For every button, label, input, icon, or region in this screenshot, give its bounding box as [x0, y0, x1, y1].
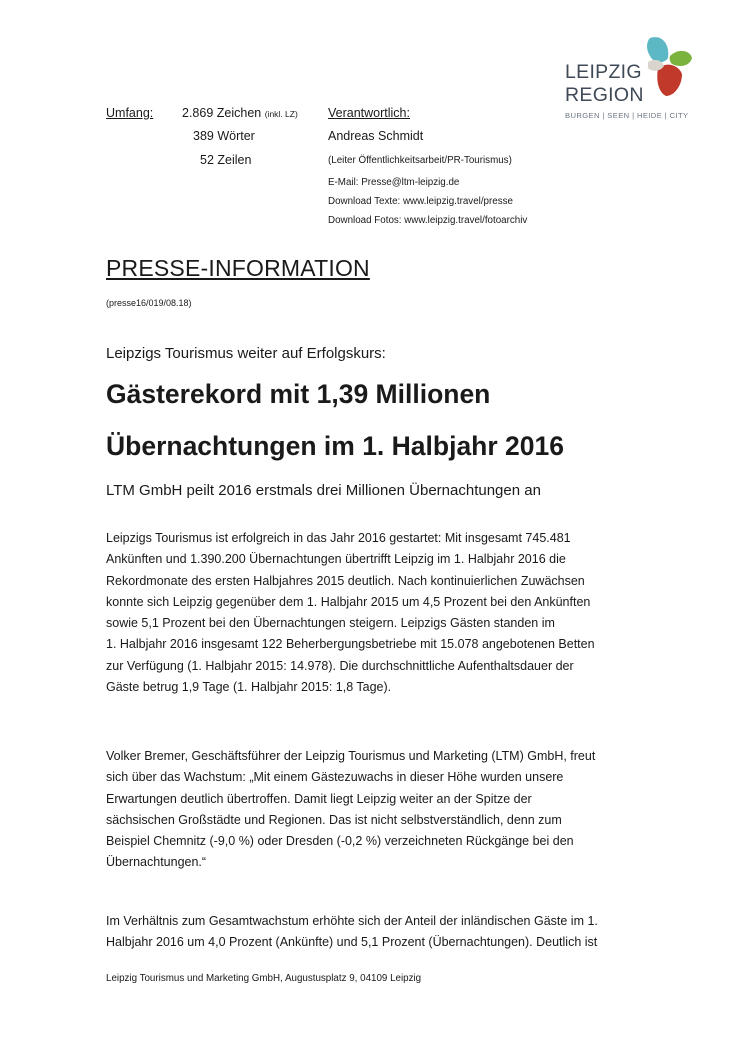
text-line: sowie 5,1 Prozent bei den Übernachtungen steigern. Leipzigs Gästen standen im: [106, 616, 555, 631]
text-line: Gäste betrug 1,9 Tage (1. Halbjahr 2015: 1,8 Tage).: [106, 680, 392, 695]
reference-number: (presse16/019/08.18): [106, 298, 192, 308]
contact-email[interactable]: E-Mail: Presse@ltm-leipzig.de: [328, 177, 460, 188]
download-fotos[interactable]: Download Fotos: www.leipzig.travel/fotoarchiv: [328, 215, 528, 226]
zeichen-note: (inkl. LZ): [264, 109, 298, 119]
woerter-count: 389 Wörter: [193, 129, 255, 143]
download-texte[interactable]: Download Texte: www.leipzig.travel/presse: [328, 196, 513, 207]
text-line: Rekordmonate des ersten Halbjahres 2015 deutlich. Nach kontinuierlichen Zuwächsen: [106, 573, 585, 588]
leipzig-region-logo: [562, 34, 697, 126]
contact-name: Andreas Schmidt: [328, 129, 424, 143]
verantwortlich-label: Verantwortlich:: [328, 106, 410, 120]
text-line: Übernachtungen.“: [106, 855, 207, 870]
text-line: sächsischen Großstädte und Regionen. Das ist nicht selbstverständlich, denn zum: [106, 812, 562, 827]
headline-line-2: Übernachtungen im 1. Halbjahr 2016: [106, 431, 564, 461]
contact-role: (Leiter Öffentlichkeitsarbeit/PR-Tourismus): [328, 155, 512, 166]
subheadline: LTM GmbH peilt 2016 erstmals drei Millionen Übernachtungen an: [106, 482, 541, 499]
headline-line-1: Gästerekord mit 1,39 Millionen: [106, 379, 491, 409]
footer-address: Leipzig Tourismus und Marketing GmbH, Augustusplatz 9, 04109 Leipzig: [106, 973, 422, 984]
page-title: PRESSE-INFORMATION: [106, 255, 370, 281]
text-line: zur Verfügung (1. Halbjahr 2015: 14.978). Die durchschnittliche Aufenthaltsdauer der: [106, 658, 574, 673]
kicker: Leipzigs Tourismus weiter auf Erfolgskurs:: [106, 345, 386, 362]
umfang-label: Umfang:: [106, 106, 154, 120]
paragraph-1: [106, 528, 666, 698]
text-line: Im Verhältnis zum Gesamtwachstum erhöhte sich der Anteil der inländischen Gäste im 1.: [106, 914, 598, 928]
text-line: sich über das Wachstum: „Mit einem Gästezuwachs in dieser Höhe wurden unsere: [106, 770, 564, 785]
zeichen-value: 2.869 Zeichen: [182, 106, 262, 120]
zeichen-count: [182, 105, 298, 122]
logo-tagline: BURGEN | SEEN | HEIDE | CITY: [565, 111, 689, 120]
zeilen-count: 52 Zeilen: [200, 153, 252, 167]
logo-line-1: LEIPZIG: [565, 61, 642, 83]
text-line: Volker Bremer, Geschäftsführer der Leipzig Tourismus und Marketing (LTM) GmbH, freut: [106, 749, 596, 763]
text-line: Ankünften und 1.390.200 Übernachtungen übertrifft Leipzig im 1. Halbjahr 2016 die: [106, 552, 566, 567]
paragraph-3: [106, 911, 666, 954]
text-line: 1. Halbjahr 2016 insgesamt 122 Beherbergungsbetriebe mit 15.078 angebotenen Betten: [106, 637, 595, 652]
text-line: Beispiel Chemnitz (-9,0 %) oder Dresden (-0,2 %) verzeichneten Rückgänge bei den: [106, 834, 574, 849]
text-line: Leipzigs Tourismus ist erfolgreich in das Jahr 2016 gestartet: Mit insgesamt 745.481: [106, 531, 571, 545]
text-line: konnte sich Leipzig gegenüber dem 1. Halbjahr 2015 um 4,5 Prozent bei den Ankünften: [106, 594, 591, 609]
text-line: Halbjahr 2016 um 4,0 Prozent (Ankünfte) und 5,1 Prozent (Übernachtungen). Deutlich ist: [106, 935, 598, 950]
paragraph-2: [106, 746, 666, 874]
butterfly-mark-icon: [644, 34, 694, 98]
logo-line-2: REGION: [565, 84, 644, 106]
text-line: Erwartungen deutlich übertroffen. Damit liegt Leipzig weiter an der Spitze der: [106, 791, 532, 806]
